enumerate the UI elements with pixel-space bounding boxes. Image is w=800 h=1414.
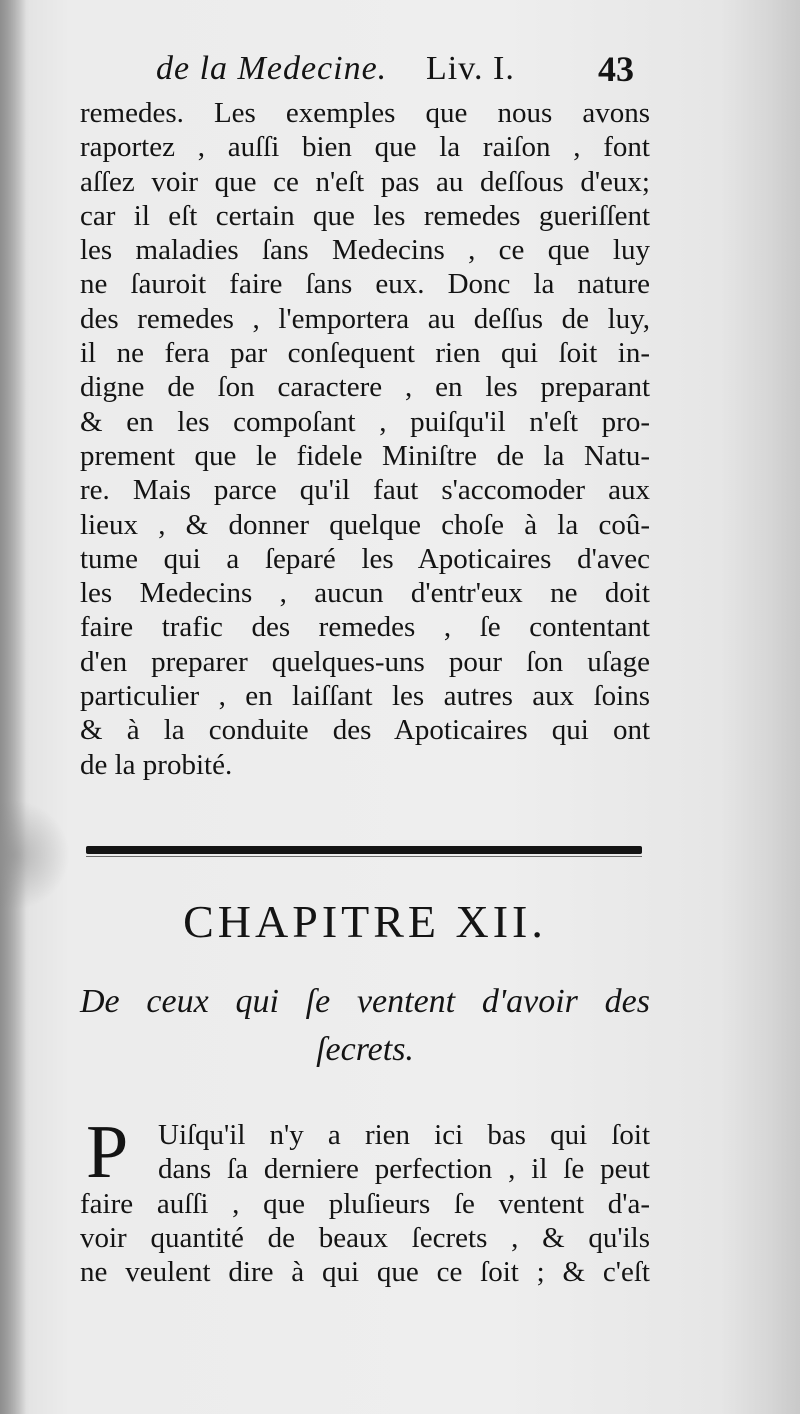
chapter-opening-paragraph	[80, 1110, 650, 1289]
section-rule	[86, 846, 642, 854]
text-line: remedes. Les exemples que nous avons	[80, 97, 650, 129]
paper-stain	[0, 800, 70, 910]
text-line: il ne fera par conſequent rien qui ſoit in-	[80, 337, 650, 370]
page-number: 43	[598, 49, 634, 89]
body-paragraph	[80, 96, 650, 782]
text-line: & à la conduite des Apoticaires qui ont	[80, 714, 650, 747]
text-line: les maladies ſans Medecins , ce que luy	[80, 234, 650, 267]
gutter-shadow	[0, 0, 26, 1414]
text-line: faire auſſi , que pluſieurs ſe ventent d'a-	[80, 1187, 650, 1220]
chapter-heading: CHAPITRE XII.	[183, 896, 547, 947]
running-head	[140, 46, 660, 92]
text-line: d'en preparer quelques-uns pour ſon uſage	[80, 645, 650, 678]
chapter-subtitle-line: ſecrets.	[316, 1031, 414, 1068]
text-line: tume qui a ſeparé les Apoticaires d'avec	[80, 542, 650, 575]
text-line: dans ſa derniere perfection , il ſe peut	[158, 1153, 650, 1186]
text-line: aſſez voir que ce n'eſt pas au deſſous d'eux;	[80, 165, 650, 198]
text-line: voir quantité de beaux ſecrets , & qu'ils	[80, 1221, 650, 1254]
text-line: des remedes , l'emportera au deſſus de luy,	[80, 302, 650, 335]
text-line: particulier , en laiſſant les autres aux ſoins	[80, 680, 650, 713]
text-line: prement que le fidele Miniſtre de la Natu-	[80, 439, 650, 472]
text-line: Uiſqu'il n'y a rien ici bas qui ſoit	[158, 1119, 650, 1151]
chapter-subtitle-line: De ceux qui ſe ventent d'avoir des	[80, 983, 650, 1020]
drop-cap: P	[86, 1110, 129, 1194]
text-line: ne veulent dire à qui que ce ſoit ; & c'eſt	[80, 1256, 650, 1289]
text-line: de la probité.	[80, 748, 233, 781]
chapter-subtitle	[80, 978, 650, 1074]
text-line: ne ſauroit faire ſans eux. Donc la nature	[80, 268, 650, 301]
running-head-title: de la Medecine.	[156, 50, 388, 87]
text-line: car il eſt certain que les remedes gueriſſent	[80, 199, 650, 232]
running-head-book: Liv. I.	[426, 50, 515, 87]
text-line: re. Mais parce qu'il faut s'accomoder aux	[80, 474, 650, 507]
text-line: raportez , auſſi bien que la raiſon , font	[80, 131, 650, 164]
text-line: les Medecins , aucun d'entr'eux ne doit	[80, 577, 650, 610]
text-line: faire trafic des remedes , ſe contentant	[80, 611, 650, 644]
text-line: digne de ſon caractere , en les preparant	[80, 371, 650, 404]
text-line: & en les compoſant , puiſqu'il n'eſt pro-	[80, 405, 650, 438]
text-line: lieux , & donner quelque choſe à la coû-	[80, 508, 650, 541]
